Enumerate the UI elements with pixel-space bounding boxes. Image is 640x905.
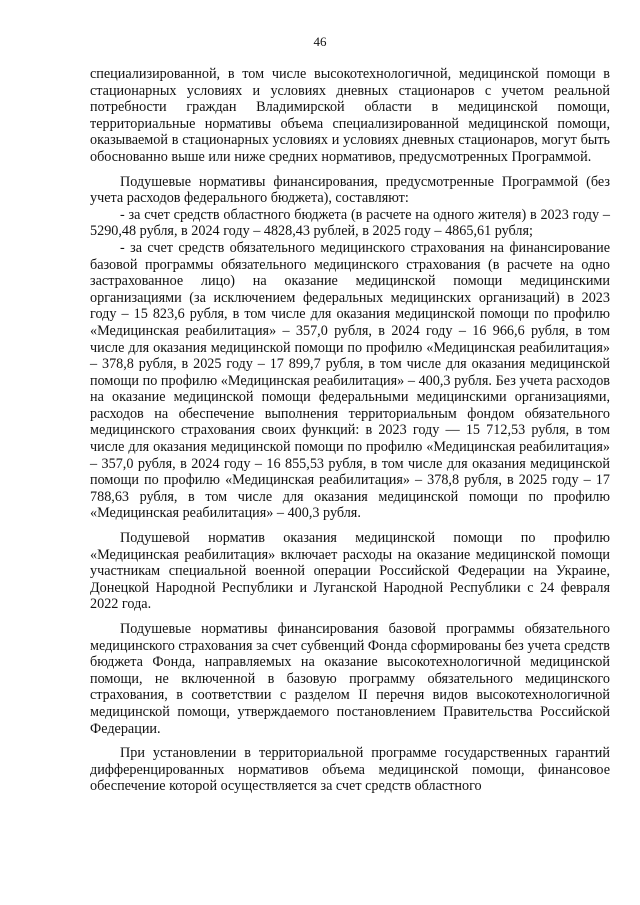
paragraph-financing-intro: Подушевые нормативы финансирования, предусмотренные Программой (без учета расходов федерального бюджета), составляют: bbox=[90, 173, 610, 207]
paragraph-differentiated-norms: При установлении в территориальной программе государственных гарантий дифференцированных нормативов объема медицинской помощи, финансовое обеспечение которой осуществляется за счет средств областного bbox=[90, 745, 610, 795]
document-body bbox=[90, 66, 610, 795]
page-number: 46 bbox=[313, 34, 327, 49]
paragraph-continuation: специализированной, в том числе высокотехнологичной, медицинской помощи в стационарных условиях и условиях дневных стационаров с учетом реальной потребности граждан Владимирской области в медицинской помощи, территориальные нормативы объема специализированной медицинской помощи, оказываемой в стационарных условиях и условиях дневных стационаров, могут быть обоснованно выше или ниже средних нормативов, предусмотренных Программой. bbox=[90, 66, 610, 165]
paragraph-oms-funds: - за счет средств обязательного медицинского страхования на финансирование базовой программы обязательного медицинского страхования (в расчете на одно застрахованное лицо) на оказание медицинской помощи медицинскими организациями (за исключением федеральных медицинских организаций) в 2023 году – 15 823,6 рубля, в том числе для оказания медицинской помощи по профилю «Медицинская реабилитация» – 357,0 рубля, в 2024 году – 16 966,6 рубля, в том числе для оказания медицинской помощи по профилю «Медицинская реабилитация» – 378,8 рубля, в 2025 году – 17 899,7 рубля, в том числе для оказания медицинской помощи по профилю «Медицинская реабилитация» – 400,3 рубля. Без учета расходов на оказание медицинской помощи федеральными медицинскими организациями, расходов на обеспечение выполнения территориальным фондом обязательного медицинского страхования своих функций: в 2023 году — 15 712,53 рубля, в том числе для оказания медицинской помощи по профилю «Медицинская реабилитация» – 357,0 рубля, в 2024 году – 16 855,53 рубля, в том числе для оказания медицинской помощи по профилю «Медицинская реабилитация» – 378,8 рубля, в 2025 году – 17 788,63 рубля, в том числе для оказания медицинской помощи по профилю «Медицинская реабилитация» – 400,3 рубля. bbox=[90, 239, 610, 522]
paragraph-regional-budget: - за счет средств областного бюджета (в расчете на одного жителя) в 2023 году – 5290,48 рубля, в 2024 году – 4828,43 рублей, в 2025 году – 4865,61 рубля; bbox=[90, 206, 610, 240]
paragraph-base-program-norms: Подушевые нормативы финансирования базовой программы обязательного медицинского страхования за счет субвенций Фонда сформированы без учета средств бюджета Фонда, направляемых на оказание высокотехнологичной медицинской помощи, не включенной в базовую программу обязательного медицинского страхования, в соответствии с разделом II перечня видов высокотехнологичной медицинской помощи, утверждаемого постановлением Правительства Российской Федерации. bbox=[90, 621, 610, 737]
paragraph-rehabilitation-norm: Подушевой норматив оказания медицинской помощи по профилю «Медицинская реабилитация» включает расходы на оказание медицинской помощи участникам специальной военной операции Российской Федерации на Украине, Донецкой Народной Республики и Луганской Народной Республики с 24 февраля 2022 года. bbox=[90, 530, 610, 613]
